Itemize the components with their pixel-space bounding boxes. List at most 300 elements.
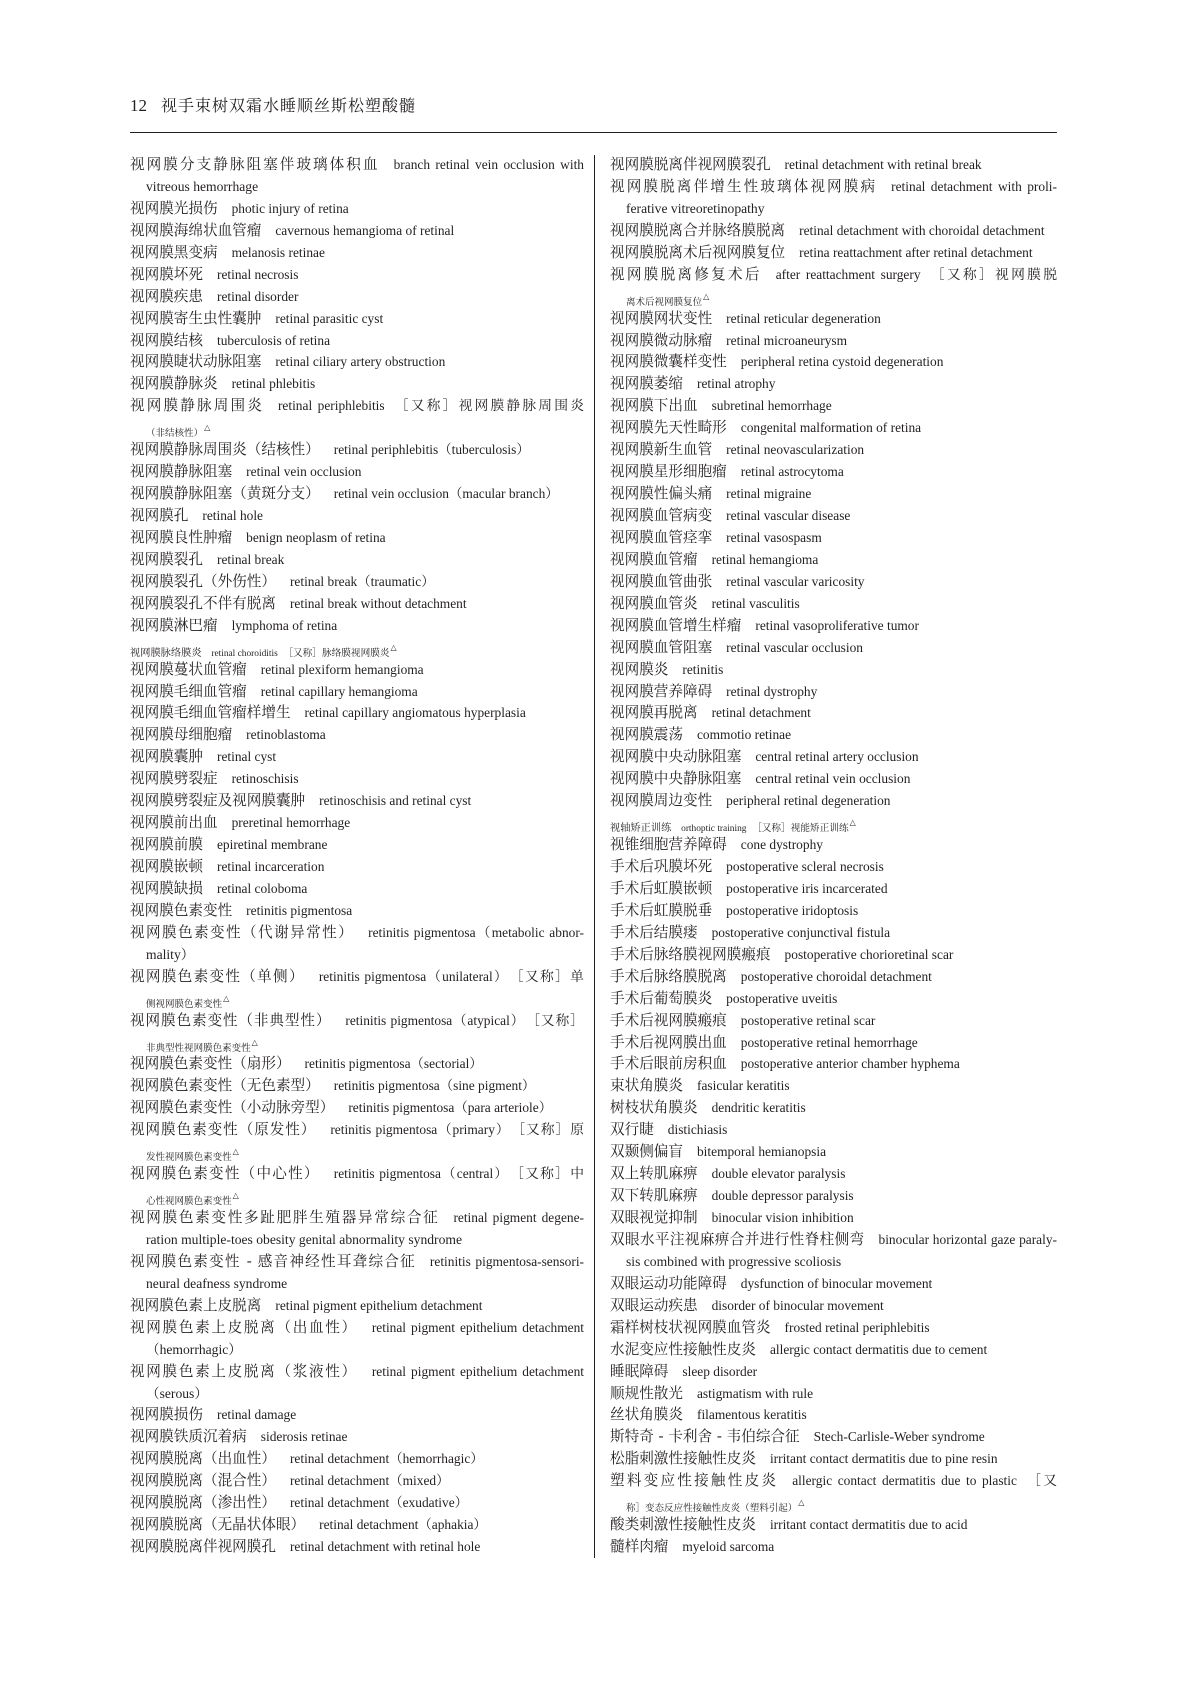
english-term: retinal ciliary artery obstruction: [275, 354, 446, 370]
triangle-mark: △: [204, 423, 211, 433]
english-term: irritant contact dermatitis due to acid: [769, 1517, 968, 1533]
dictionary-entry: [130, 549, 584, 571]
dictionary-entry: [610, 1053, 1057, 1075]
entry-first-line: [610, 1295, 1057, 1317]
english-term: retinitis pigmentosa（para arteriole）: [348, 1100, 553, 1116]
dictionary-entry: [610, 1163, 1057, 1185]
english-term: tuberculosis of retina: [216, 332, 331, 348]
english-term: retinal pigment epithelium detachment: [371, 1363, 584, 1379]
right-column: [610, 154, 1057, 1558]
entry-first-line: [610, 812, 1057, 834]
english-term: commotio retinae: [696, 727, 792, 743]
english-term: double elevator paralysis: [711, 1166, 846, 1182]
entry-continuation-line: [130, 1339, 584, 1361]
chinese-term: 视网膜前膜: [130, 836, 203, 854]
entry-first-line: [610, 702, 1057, 724]
entry-first-line: [130, 1097, 584, 1119]
english-term: irritant contact dermatitis due to pine resin: [769, 1451, 998, 1467]
dictionary-entry: [130, 527, 584, 549]
chinese-term: 视网膜血管阻塞: [610, 638, 713, 656]
entry-first-line: [610, 417, 1057, 439]
chinese-term: 视网膜色素变性（中心性）: [130, 1165, 320, 1183]
dictionary-entry: [610, 878, 1057, 900]
dictionary-entry: [610, 966, 1057, 988]
entry-first-line: [610, 1317, 1057, 1339]
entry-first-line: [130, 571, 584, 593]
dictionary-entry: [610, 988, 1057, 1010]
entry-first-line: [130, 681, 584, 703]
dictionary-entry: [130, 1404, 584, 1426]
english-term: retinal detachment with choroidal detachment: [799, 222, 1045, 238]
chinese-term: 视网膜裂孔: [130, 550, 203, 568]
english-term: allergic contact dermatitis due to cement: [769, 1341, 988, 1357]
english-term: postoperative scleral necrosis: [726, 859, 884, 874]
chinese-term: 视网膜静脉炎: [130, 375, 218, 393]
page-header: [130, 94, 416, 118]
entry-first-line: [610, 988, 1057, 1010]
entry-first-line: [610, 308, 1057, 330]
chinese-term: 双上转肌麻痹: [610, 1165, 698, 1183]
alias-note: ［又称］单: [516, 968, 584, 984]
chinese-term: 视网膜毛细血管瘤: [130, 682, 247, 700]
chinese-term: 斯特奇 - 卡利舍 - 韦伯综合征: [610, 1428, 800, 1446]
english-term: retinitis pigmentosa（atypical）: [345, 1012, 525, 1028]
chinese-term: 视网膜囊肿: [130, 748, 203, 766]
chinese-term: 视网膜损伤: [130, 1406, 203, 1424]
entry-first-line: [130, 1404, 584, 1426]
alias-note: ［又: [1024, 1473, 1057, 1489]
chinese-term: 手术后巩膜坏死: [610, 858, 713, 875]
entry-first-line: [610, 176, 1057, 198]
dictionary-entry: [610, 505, 1057, 527]
english-term: postoperative conjunctival fistula: [711, 924, 891, 940]
dictionary-entry: [610, 702, 1057, 724]
dictionary-entry: [130, 834, 584, 856]
entry-continuation-line: [130, 1229, 584, 1251]
chinese-term: 视网膜分支静脉阻塞伴玻璃体积血: [130, 156, 380, 173]
entry-first-line: [610, 1514, 1057, 1536]
english-term: retinal capillary hemangioma: [260, 683, 418, 699]
dictionary-entry: [130, 878, 584, 900]
chinese-term: 视网膜色素变性（无色素型）: [130, 1077, 320, 1095]
entry-first-line: [130, 373, 584, 395]
chinese-term: 视网膜中央静脉阻塞: [610, 770, 742, 788]
alias-note: ［又称］视能矫正训练: [752, 823, 849, 835]
entry-first-line: [610, 242, 1057, 264]
chinese-term: 视网膜蔓状血管瘤: [130, 660, 247, 678]
chinese-term: 视网膜脱离伴视网膜裂孔: [610, 156, 771, 173]
entry-first-line: [130, 439, 584, 461]
chinese-term: 双颞侧偏盲: [610, 1143, 683, 1161]
dictionary-entry: [610, 790, 1057, 812]
english-term: Stech-Carlisle-Weber syndrome: [813, 1429, 985, 1445]
english-term: retinitis pigmentosa（sine pigment）: [333, 1078, 536, 1094]
chinese-term: 视锥细胞营养障碍: [610, 836, 727, 854]
entry-first-line: [610, 1536, 1057, 1558]
chinese-term: 手术后虹膜嵌顿: [610, 879, 713, 897]
chinese-term: 视网膜微动脉瘤: [610, 331, 713, 349]
continuation-text: ration multiple-toes obesity genital abnormality syndrome: [146, 1231, 462, 1247]
english-term: central retinal vein occlusion: [755, 771, 911, 787]
continuation-text: 发性视网膜色素变性: [146, 1153, 232, 1164]
continuation-text: 侧视网膜色素变性: [146, 999, 223, 1010]
chinese-term: 视网膜血管增生样瘤: [610, 616, 742, 634]
entry-first-line: [130, 615, 584, 637]
english-term: retinitis: [682, 661, 724, 677]
chinese-term: 视网膜色素变性（代谢异常性）: [130, 923, 355, 941]
chinese-term: 髓样肉瘤: [610, 1538, 669, 1556]
english-term: melanosis retinae: [231, 244, 325, 260]
dictionary-entry: [610, 351, 1057, 373]
entry-first-line: [610, 1097, 1057, 1119]
entry-continuation-line: [130, 1141, 584, 1163]
chinese-term: 手术后视网膜出血: [610, 1033, 727, 1051]
dictionary-entry: [130, 264, 584, 286]
english-term: retinitis pigmentosa-sensori-: [429, 1253, 584, 1269]
english-term: retinal hemangioma: [711, 551, 819, 567]
english-term: dysfunction of binocular movement: [740, 1275, 933, 1291]
entry-first-line: [610, 549, 1057, 571]
english-term: peripheral retina cystoid degeneration: [740, 354, 944, 370]
english-term: retinoblastoma: [246, 727, 326, 743]
entry-first-line: [610, 659, 1057, 681]
english-term: photic injury of retina: [231, 200, 349, 216]
entry-first-line: [610, 1032, 1057, 1054]
english-term: retinal atrophy: [696, 376, 776, 392]
chinese-term: 视网膜萎缩: [610, 375, 683, 393]
dictionary-entry: [130, 1492, 584, 1514]
entry-first-line: [130, 812, 584, 834]
entry-first-line: [130, 330, 584, 352]
entry-first-line: [610, 1339, 1057, 1361]
dictionary-entry: [130, 1448, 584, 1470]
entry-first-line: [610, 637, 1057, 659]
dictionary-entry: [610, 659, 1057, 681]
continuation-text: 心性视网膜色素变性: [146, 1197, 232, 1207]
triangle-mark: △: [232, 1191, 239, 1201]
english-term: retinal detachment with proli-: [891, 178, 1057, 194]
english-term: postoperative uveitis: [726, 990, 838, 1006]
dictionary-entry: [130, 351, 584, 373]
entry-continuation-line: [610, 1492, 1057, 1514]
chinese-term: 视网膜缺损: [130, 879, 203, 897]
chinese-term: 视网膜色素变性（单侧）: [130, 967, 305, 985]
triangle-mark: △: [232, 1147, 239, 1157]
english-term: retinal vein occlusion: [246, 464, 362, 480]
dictionary-entry: [130, 1361, 584, 1405]
chinese-term: 视网膜光损伤: [130, 199, 218, 217]
chinese-term: 视网膜血管瘤: [610, 550, 698, 568]
triangle-mark: △: [390, 642, 397, 652]
dictionary-entry: [610, 1097, 1057, 1119]
english-term: retinal incarceration: [216, 859, 325, 874]
dictionary-entry: [610, 395, 1057, 417]
english-term: fasicular keratitis: [696, 1078, 790, 1094]
entry-first-line: [610, 1053, 1057, 1075]
dictionary-entry: [130, 637, 584, 659]
continuation-text: sis combined with progressive scoliosis: [626, 1253, 842, 1269]
entry-first-line: [130, 1251, 584, 1273]
entry-continuation-line: [130, 944, 584, 966]
dictionary-entry: [130, 593, 584, 615]
english-term: binocular horizontal gaze paraly-: [878, 1231, 1057, 1247]
chinese-term: 视网膜静脉阻塞: [130, 463, 233, 481]
dictionary-entry: [130, 790, 584, 812]
entry-first-line: [610, 461, 1057, 483]
chinese-term: 视网膜脱离（无晶状体眼）: [130, 1516, 306, 1534]
chinese-term: 视网膜嵌顿: [130, 858, 203, 875]
chinese-term: 视网膜孔: [130, 507, 189, 524]
entry-first-line: [130, 264, 584, 286]
dictionary-entry: [610, 1075, 1057, 1097]
chinese-term: 视网膜静脉周围炎（结核性）: [130, 441, 320, 459]
english-term: retinal pigment degene-: [453, 1210, 584, 1225]
english-term: retinal dystrophy: [726, 683, 818, 699]
chinese-term: 酸类刺激性接触性皮炎: [610, 1516, 756, 1534]
entry-continuation-line: [130, 1185, 584, 1207]
chinese-term: 视网膜震荡: [610, 726, 683, 744]
entry-first-line: [610, 768, 1057, 790]
column-divider: [594, 155, 595, 1558]
chinese-term: 视网膜疾患: [130, 287, 203, 305]
english-term: retinal break: [216, 551, 285, 567]
dictionary-entry: [130, 1207, 584, 1251]
english-term: retinal cyst: [216, 749, 277, 765]
chinese-term: 视网膜结核: [130, 331, 203, 349]
dictionary-entry: [610, 483, 1057, 505]
entry-continuation-line: [130, 1273, 584, 1295]
entry-first-line: [610, 681, 1057, 703]
entry-first-line: [130, 593, 584, 615]
chinese-term: 视网膜淋巴瘤: [130, 616, 218, 634]
english-term: retinal pigment epithelium detachment: [275, 1297, 483, 1313]
dictionary-entry: [130, 966, 584, 1010]
dictionary-entry: [610, 812, 1057, 834]
entry-first-line: [130, 505, 584, 527]
chinese-term: 视网膜血管痉挛: [610, 528, 713, 546]
entry-first-line: [130, 1075, 584, 1097]
dictionary-entry: [610, 176, 1057, 220]
chinese-term: 视网膜色素上皮脱离（浆液性）: [130, 1362, 358, 1380]
chinese-term: 丝状角膜炎: [610, 1406, 683, 1424]
dictionary-entry: [130, 1163, 584, 1207]
chinese-term: 视网膜星形细胞瘤: [610, 463, 727, 481]
entry-first-line: [610, 1163, 1057, 1185]
entry-first-line: [610, 483, 1057, 505]
english-term: retinal vascular disease: [726, 508, 851, 523]
dictionary-entry: [610, 593, 1057, 615]
chinese-term: 视网膜性偏头痛: [610, 485, 713, 503]
chinese-term: 视网膜先天性畸形: [610, 419, 727, 437]
chinese-term: 视网膜毛细血管瘤样增生: [130, 704, 291, 722]
english-term: retinal detachment: [711, 705, 811, 721]
chinese-term: 视网膜坏死: [130, 265, 203, 283]
continuation-text: 非典型性视网膜色素变性: [146, 1043, 251, 1054]
entry-first-line: [610, 1185, 1057, 1207]
dictionary-entry: [130, 1470, 584, 1492]
entry-first-line: [130, 242, 584, 264]
entry-first-line: [610, 220, 1057, 242]
entry-continuation-line: [130, 176, 584, 198]
entry-first-line: [130, 1514, 584, 1536]
chinese-term: 视网膜良性肿瘤: [130, 528, 233, 546]
chinese-term: 手术后视网膜瘢痕: [610, 1011, 727, 1029]
english-term: disorder of binocular movement: [711, 1297, 884, 1313]
chinese-term: 双下转肌麻痹: [610, 1187, 698, 1205]
chinese-term: 视网膜色素变性（原发性）: [130, 1121, 317, 1139]
entry-first-line: [610, 966, 1057, 988]
dictionary-entry: [610, 1383, 1057, 1405]
english-term: retinal vein occlusion（macular branch）: [333, 486, 559, 502]
entry-first-line: [610, 746, 1057, 768]
entry-first-line: [130, 922, 584, 944]
entry-first-line: [130, 746, 584, 768]
entry-continuation-line: [130, 1383, 584, 1405]
english-term: subretinal hemorrhage: [711, 398, 832, 414]
english-term: postoperative iridoptosis: [726, 902, 859, 918]
entry-first-line: [610, 505, 1057, 527]
dictionary-entry: [610, 1207, 1057, 1229]
chinese-term: 视网膜血管病变: [610, 507, 713, 524]
chinese-term: 视网膜静脉周围炎: [130, 397, 264, 415]
chinese-term: 视网膜微囊样变性: [610, 353, 727, 371]
english-term: postoperative retinal hemorrhage: [740, 1034, 918, 1050]
entry-first-line: [610, 1141, 1057, 1163]
entry-first-line: [610, 1229, 1057, 1251]
dictionary-entry: [130, 505, 584, 527]
chinese-term: 视网膜裂孔（外伤性）: [130, 572, 276, 590]
dictionary-entry: [610, 330, 1057, 352]
dictionary-entry: [610, 1404, 1057, 1426]
english-term: retinoschisis and retinal cyst: [319, 793, 472, 809]
continuation-text: （hemorrhagic）: [146, 1341, 242, 1357]
chinese-term: 视网膜脱离术后视网膜复位: [610, 243, 786, 261]
dictionary-entry: [130, 1251, 584, 1295]
dictionary-entry: [610, 900, 1057, 922]
entry-continuation-line: [130, 1032, 584, 1054]
chinese-term: 视网膜色素变性（非典型性）: [130, 1011, 332, 1029]
chinese-term: 视网膜色素变性（扇形）: [130, 1055, 291, 1073]
entry-first-line: [610, 1448, 1057, 1470]
chinese-term: 手术后眼前房积血: [610, 1055, 727, 1073]
english-term: retinal vascular varicosity: [726, 573, 865, 589]
dictionary-entry: [130, 856, 584, 878]
chinese-term: 视网膜脱离合并脉络膜脱离: [610, 221, 786, 239]
english-term: orthoptic training: [681, 824, 747, 835]
chinese-term: 视网膜铁质沉着病: [130, 1428, 247, 1446]
entry-first-line: [130, 1317, 584, 1339]
english-term: astigmatism with rule: [696, 1385, 814, 1401]
entry-first-line: [130, 637, 584, 659]
english-term: retinal periphlebitis: [277, 398, 385, 414]
english-term: retinitis pigmentosa（primary）: [330, 1122, 511, 1138]
dictionary-entry: [610, 461, 1057, 483]
entry-first-line: [610, 615, 1057, 637]
entry-first-line: [610, 395, 1057, 417]
dictionary-entry: [610, 1010, 1057, 1032]
entry-continuation-line: [130, 988, 584, 1010]
chinese-term: 视网膜色素变性: [130, 901, 233, 919]
continuation-text: （serous）: [146, 1385, 208, 1401]
dictionary-entry: [610, 724, 1057, 746]
chinese-term: 手术后脉络膜脱离: [610, 967, 727, 985]
entry-continuation-line: [610, 198, 1057, 220]
english-term: postoperative iris incarcerated: [726, 880, 888, 896]
chinese-term: 视网膜寄生虫性囊肿: [130, 309, 262, 327]
dictionary-entry: [610, 746, 1057, 768]
dictionary-entry: [610, 1317, 1057, 1339]
dictionary-entry: [610, 264, 1057, 308]
dictionary-entry: [610, 417, 1057, 439]
entry-first-line: [610, 834, 1057, 856]
continuation-text: （非结核性）: [146, 429, 204, 440]
chinese-term: 视网膜血管曲张: [610, 572, 713, 590]
chinese-term: 顺规性散光: [610, 1384, 683, 1402]
chinese-term: 视网膜色素上皮脱离: [130, 1296, 262, 1314]
chinese-term: 手术后虹膜脱垂: [610, 901, 713, 919]
chinese-term: 视网膜前出血: [130, 814, 218, 832]
chinese-term: 视轴矫正训练: [610, 823, 672, 835]
dictionary-entry: [610, 1514, 1057, 1536]
entry-first-line: [610, 944, 1057, 966]
chinese-term: 双眼视觉抑制: [610, 1209, 698, 1226]
english-term: retinal detachment with retinal hole: [289, 1539, 481, 1555]
dictionary-entry: [130, 724, 584, 746]
chinese-term: 视网膜色素上皮脱离（出血性）: [130, 1318, 358, 1336]
english-term: dendritic keratitis: [711, 1100, 806, 1116]
chinese-term: 霜样树枝状视网膜血管炎: [610, 1318, 771, 1336]
entry-first-line: [610, 856, 1057, 878]
entry-first-line: [610, 373, 1057, 395]
continuation-text: ferative vitreoretinopathy: [626, 200, 765, 216]
english-term: retinoschisis: [231, 771, 299, 787]
english-term: filamentous keratitis: [696, 1407, 807, 1423]
entry-first-line: [610, 351, 1057, 373]
entry-first-line: [610, 1361, 1057, 1383]
chinese-term: 视网膜黑变病: [130, 243, 218, 261]
english-term: retinal astrocytoma: [740, 464, 844, 480]
alias-note: ［又称］: [533, 1012, 584, 1028]
dictionary-entry: [610, 856, 1057, 878]
entry-first-line: [610, 1404, 1057, 1426]
entry-first-line: [130, 659, 584, 681]
alias-note: ［又称］原: [518, 1122, 584, 1138]
chinese-term: 睡眠障碍: [610, 1362, 669, 1380]
english-term: retinitis pigmentosa（sectorial）: [304, 1056, 483, 1072]
entry-first-line: [130, 198, 584, 220]
dictionary-entry: [130, 198, 584, 220]
dictionary-entry: [130, 220, 584, 242]
entry-first-line: [130, 1010, 584, 1032]
english-term: retinal detachment with retinal break: [784, 157, 982, 172]
dictionary-entry: [610, 1229, 1057, 1273]
entry-first-line: [130, 768, 584, 790]
english-term: retinal damage: [216, 1407, 297, 1423]
entry-first-line: [610, 1470, 1057, 1492]
dictionary-entry: [130, 922, 584, 966]
english-term: postoperative chorioretinal scar: [784, 946, 954, 962]
entry-first-line: [130, 1207, 584, 1229]
english-term: frosted retinal periphlebitis: [784, 1319, 930, 1335]
english-term: retinal detachment（hemorrhagic）: [289, 1451, 484, 1467]
chinese-term: 树枝状角膜炎: [610, 1099, 698, 1117]
entry-first-line: [610, 1426, 1057, 1448]
entry-first-line: [130, 1361, 584, 1383]
header-rule: [130, 132, 1057, 133]
dictionary-entry: [130, 571, 584, 593]
chinese-term: 视网膜新生血管: [610, 441, 713, 459]
entry-first-line: [130, 790, 584, 812]
